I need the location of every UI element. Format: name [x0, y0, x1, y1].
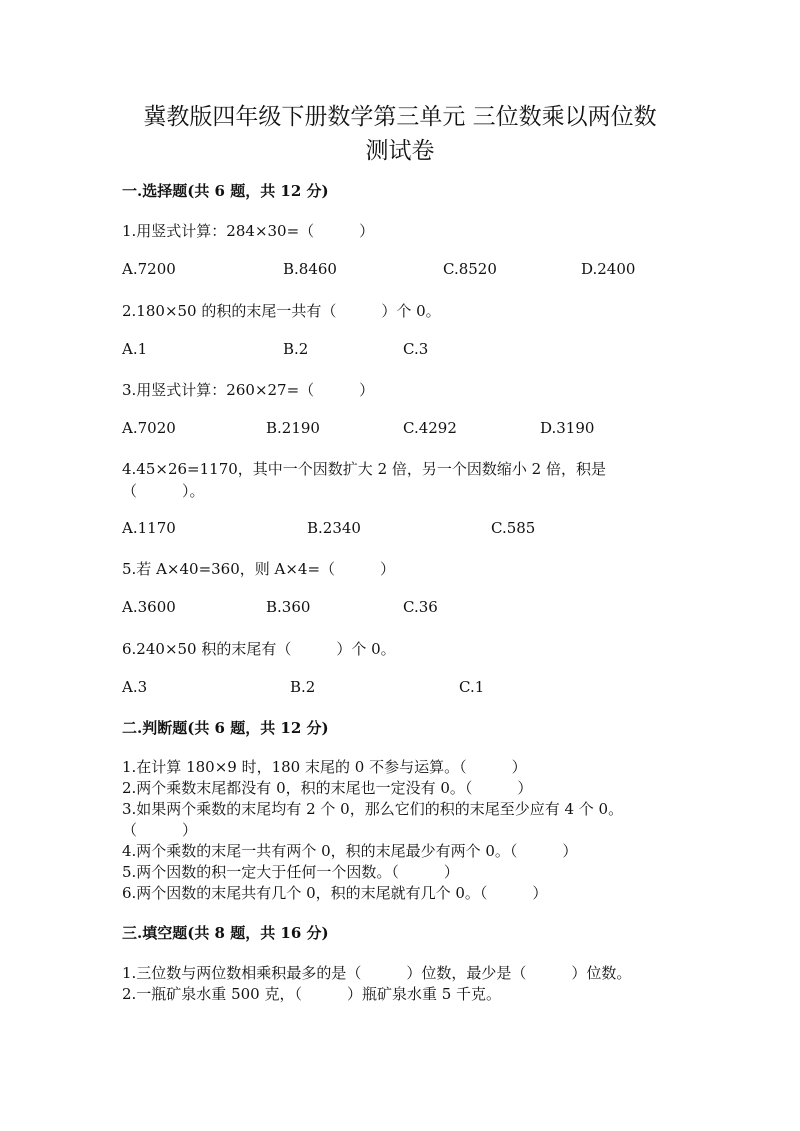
option-c: C.585 — [491, 519, 536, 537]
question-text: 3.用竖式计算：260×27=（ ） — [122, 381, 375, 399]
option-a: A.3600 — [122, 598, 176, 616]
title-line-2: 测试卷 — [365, 138, 435, 164]
list-item: 4.两个乘数的末尾一共有两个 0，积的末尾最少有两个 0。（ ） — [122, 842, 578, 860]
option-d: D.2400 — [581, 260, 636, 278]
section-heading-judgement: 二.判断题(共 6 题，共 12 分) — [122, 719, 329, 737]
option-b: B.8460 — [283, 260, 337, 278]
option-b: B.2190 — [266, 419, 320, 437]
question-text: 1.用竖式计算：284×30=（ ） — [122, 222, 375, 240]
list-item: 2.一瓶矿泉水重 500 克，（ ）瓶矿泉水重 5 千克。 — [122, 985, 502, 1003]
option-a: A.7200 — [122, 260, 176, 278]
option-c: C.36 — [403, 598, 438, 616]
option-b: B.2 — [283, 340, 309, 358]
list-item: 1.三位数与两位数相乘积最多的是（ ）位数，最少是（ ）位数。 — [122, 964, 632, 982]
option-b: B.2340 — [307, 519, 361, 537]
section-heading-choice: 一.选择题(共 6 题，共 12 分) — [122, 182, 329, 200]
list-item: 2.两个乘数末尾都没有 0，积的末尾也一定没有 0。（ ） — [122, 779, 533, 797]
question-text-continued: （ ）。 — [122, 482, 205, 500]
list-item-continued: （ ） — [122, 821, 198, 839]
option-a: A.1 — [122, 340, 148, 358]
option-c: C.1 — [459, 678, 485, 696]
list-item: 5.两个因数的积一定大于任何一个因数。（ ） — [122, 863, 459, 881]
option-d: D.3190 — [540, 419, 595, 437]
option-b: B.360 — [266, 598, 311, 616]
question-text: 6.240×50 积的末尾有（ ）个 0。 — [122, 640, 396, 658]
title-line-1: 冀教版四年级下册数学第三单元 三位数乘以两位数 — [143, 104, 657, 130]
section-heading-fill-blank: 三.填空题(共 8 题，共 16 分) — [122, 924, 329, 942]
question-text: 2.180×50 的积的末尾一共有（ ）个 0。 — [122, 302, 441, 320]
option-a: A.1170 — [122, 519, 176, 537]
option-a: A.3 — [122, 678, 148, 696]
list-item: 6.两个因数的末尾共有几个 0，积的末尾就有几个 0。（ ） — [122, 884, 548, 902]
option-c: C.3 — [403, 340, 429, 358]
list-item: 1.在计算 180×9 时，180 末尾的 0 不参与运算。（ ） — [122, 758, 527, 776]
question-text: 5.若 A×40=360，则 A×4=（ ） — [122, 560, 396, 578]
question-text: 4.45×26=1170，其中一个因数扩大 2 倍，另一个因数缩小 2 倍，积是 — [122, 460, 606, 478]
option-c: C.4292 — [403, 419, 457, 437]
option-b: B.2 — [290, 678, 316, 696]
option-a: A.7020 — [122, 419, 176, 437]
option-c: C.8520 — [443, 260, 497, 278]
list-item: 3.如果两个乘数的末尾均有 2 个 0，那么它们的积的末尾至少应有 4 个 0。 — [122, 800, 624, 818]
